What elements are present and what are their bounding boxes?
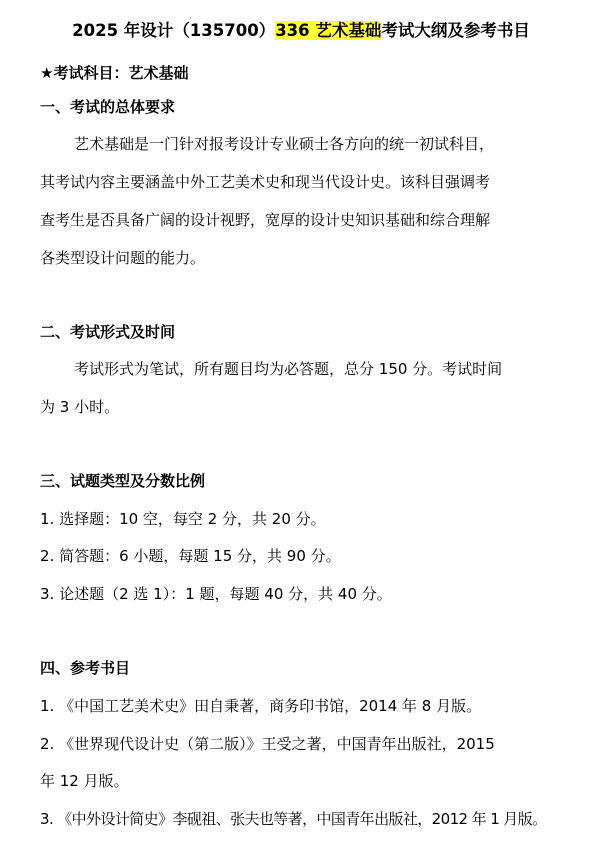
- list-item: 3. 《中外设计简史》李砚祖、张夫也等著，中国青年出版社，2012 年 1 月版。: [40, 810, 547, 828]
- paragraph-line: 艺术基础是一门针对报考设计专业硕士各方向的统一初试科目，: [74, 135, 495, 153]
- title-suffix: 考试大纲及参考书目: [381, 21, 530, 40]
- title-highlight: 336 艺术基础: [275, 21, 382, 40]
- section-heading-references: 四、参考书目: [40, 659, 131, 677]
- paragraph-line: 其考试内容主要涵盖中外工艺美术史和现当代设计史。该科目强调考: [40, 173, 491, 191]
- list-item: 1. 《中国工艺美术史》田自秉著，商务印书馆，2014 年 8 月版。: [40, 697, 482, 715]
- document-title: [0, 18, 602, 44]
- section-heading-question-types: 三、试题类型及分数比例: [40, 472, 206, 490]
- list-item: 2. 《世界现代设计史（第二版）》王受之著，中国青年出版社，2015: [40, 735, 495, 753]
- paragraph-line: 查考生是否具备广阔的设计视野，宽厚的设计史知识基础和综合理解: [40, 211, 491, 229]
- list-item: 1. 选择题：10 空，每空 2 分，共 20 分。: [40, 510, 326, 528]
- subject-line: ★考试科目：艺术基础: [40, 64, 189, 82]
- paragraph-line: 为 3 小时。: [40, 398, 120, 416]
- section-heading-requirements: 一、考试的总体要求: [40, 98, 176, 116]
- title-prefix: 2025 年设计（135700）: [72, 21, 276, 40]
- list-item: 3. 论述题（2 选 1）：1 题，每题 40 分，共 40 分。: [40, 585, 392, 603]
- paragraph-line: 考试形式为笔试，所有题目均为必答题，总分 150 分。考试时间: [74, 360, 503, 378]
- section-heading-format: 二、考试形式及时间: [40, 323, 176, 341]
- list-item-continuation: 年 12 月版。: [40, 772, 129, 790]
- paragraph-line: 各类型设计问题的能力。: [40, 249, 206, 267]
- list-item: 2. 简答题：6 小题，每题 15 分，共 90 分。: [40, 547, 341, 565]
